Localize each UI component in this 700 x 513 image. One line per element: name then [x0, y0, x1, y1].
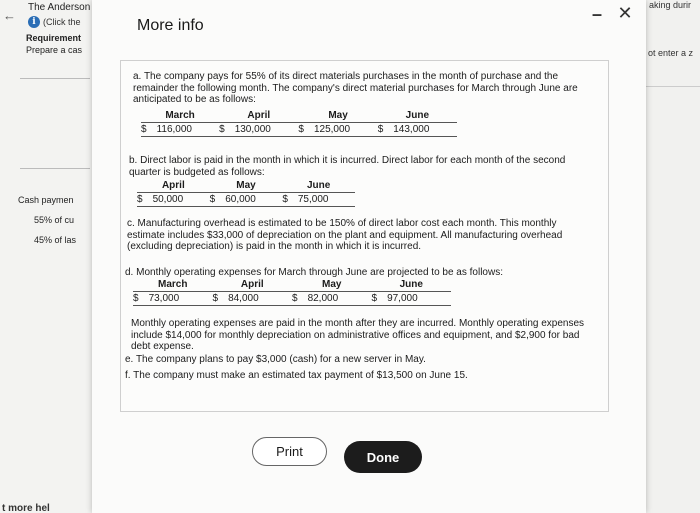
- table-d-header: May: [292, 278, 372, 292]
- divider: [20, 78, 90, 79]
- table-b-cell: $ 75,000: [282, 193, 355, 207]
- requirement-label: Requirement: [26, 33, 82, 43]
- table-d: [133, 278, 451, 306]
- table-d-cell: $ 84,000: [213, 292, 293, 306]
- info-content-panel: [120, 60, 609, 412]
- table-b-cell: $ 60,000: [210, 193, 283, 207]
- table-b: [137, 179, 355, 207]
- item-b-text: b. Direct labor is paid in the month in which it is incurred. Direct labor for each month of the second quarter is budgeted as follows:: [129, 155, 566, 178]
- item-e-text: e. The company plans to pay $3,000 (cash) for a new server in May.: [125, 354, 426, 365]
- table-d-cell: $ 97,000: [372, 292, 452, 306]
- done-button[interactable]: Done: [344, 441, 422, 473]
- more-help-link[interactable]: t more hel: [2, 503, 50, 513]
- background-right-panel: [646, 0, 700, 513]
- pct55-label: 55% of cu: [34, 215, 75, 225]
- table-b-header: April: [137, 179, 210, 193]
- table-a-cell: $ 116,000: [141, 123, 219, 137]
- table-a-header: March: [141, 109, 219, 123]
- table-d-cell: $ 82,000: [292, 292, 372, 306]
- problem-title-fragment: The Anderson: [28, 2, 91, 13]
- item-a-text: a. The company pays for 55% of its direct materials purchases in the month of purchase and the remainder the following month. The company's direct material purchases for March through June are anticipated to be as follows:: [133, 71, 578, 105]
- close-button[interactable]: ✕: [617, 3, 633, 23]
- item-d-note: Monthly operating expenses are paid in the month after they are incurred. Monthly operating expenses include $14,000 for monthly depreciation on administrative offices and equipment, and $2,900 for bad debt expense.: [131, 318, 585, 352]
- table-d-header: March: [133, 278, 213, 292]
- table-a-cell: $ 125,000: [298, 123, 377, 137]
- table-a-header: June: [378, 109, 457, 123]
- table-b-header: May: [210, 179, 283, 193]
- item-d-text: d. Monthly operating expenses for March through June are projected to be as follows:: [125, 267, 503, 278]
- table-a-header: May: [298, 109, 377, 123]
- click-the-text: (Click the: [43, 17, 81, 27]
- item-f-text: f. The company must make an estimated tax payment of $13,500 on June 15.: [125, 370, 468, 381]
- table-a: [141, 109, 457, 137]
- table-b-cell: $ 50,000: [137, 193, 210, 207]
- right-text-mid: ot enter a z: [648, 48, 694, 58]
- more-info-dialog: [92, 0, 646, 513]
- table-a-header: April: [219, 109, 298, 123]
- right-text-top: aking durir: [649, 0, 692, 10]
- back-arrow-icon[interactable]: ←: [3, 8, 16, 23]
- click-info-row[interactable]: [28, 16, 81, 28]
- table-d-header: April: [213, 278, 293, 292]
- table-b-header: June: [282, 179, 355, 193]
- table-a-cell: $ 143,000: [378, 123, 457, 137]
- cash-payments-label: Cash paymen: [18, 195, 74, 205]
- info-icon[interactable]: i: [28, 16, 40, 28]
- item-c-text: c. Manufacturing overhead is estimated to be 150% of direct labor cost each month. This monthly estimate includes $33,000 of depreciation on the plant and equipment. All manufacturing overhead (excluding depreciation) is paid in the month in which it is incurred.: [127, 218, 563, 252]
- print-button[interactable]: Print: [252, 437, 327, 466]
- dialog-title: More info: [137, 17, 204, 34]
- divider: [646, 86, 700, 87]
- prepare-text: Prepare a cas: [26, 45, 83, 55]
- table-a-cell: $ 130,000: [219, 123, 298, 137]
- background-left-panel: [0, 0, 92, 513]
- table-d-header: June: [372, 278, 452, 292]
- pct45-label: 45% of las: [34, 235, 77, 245]
- divider: [20, 168, 90, 169]
- table-d-cell: $ 73,000: [133, 292, 213, 306]
- minimize-button[interactable]: –: [591, 4, 602, 24]
